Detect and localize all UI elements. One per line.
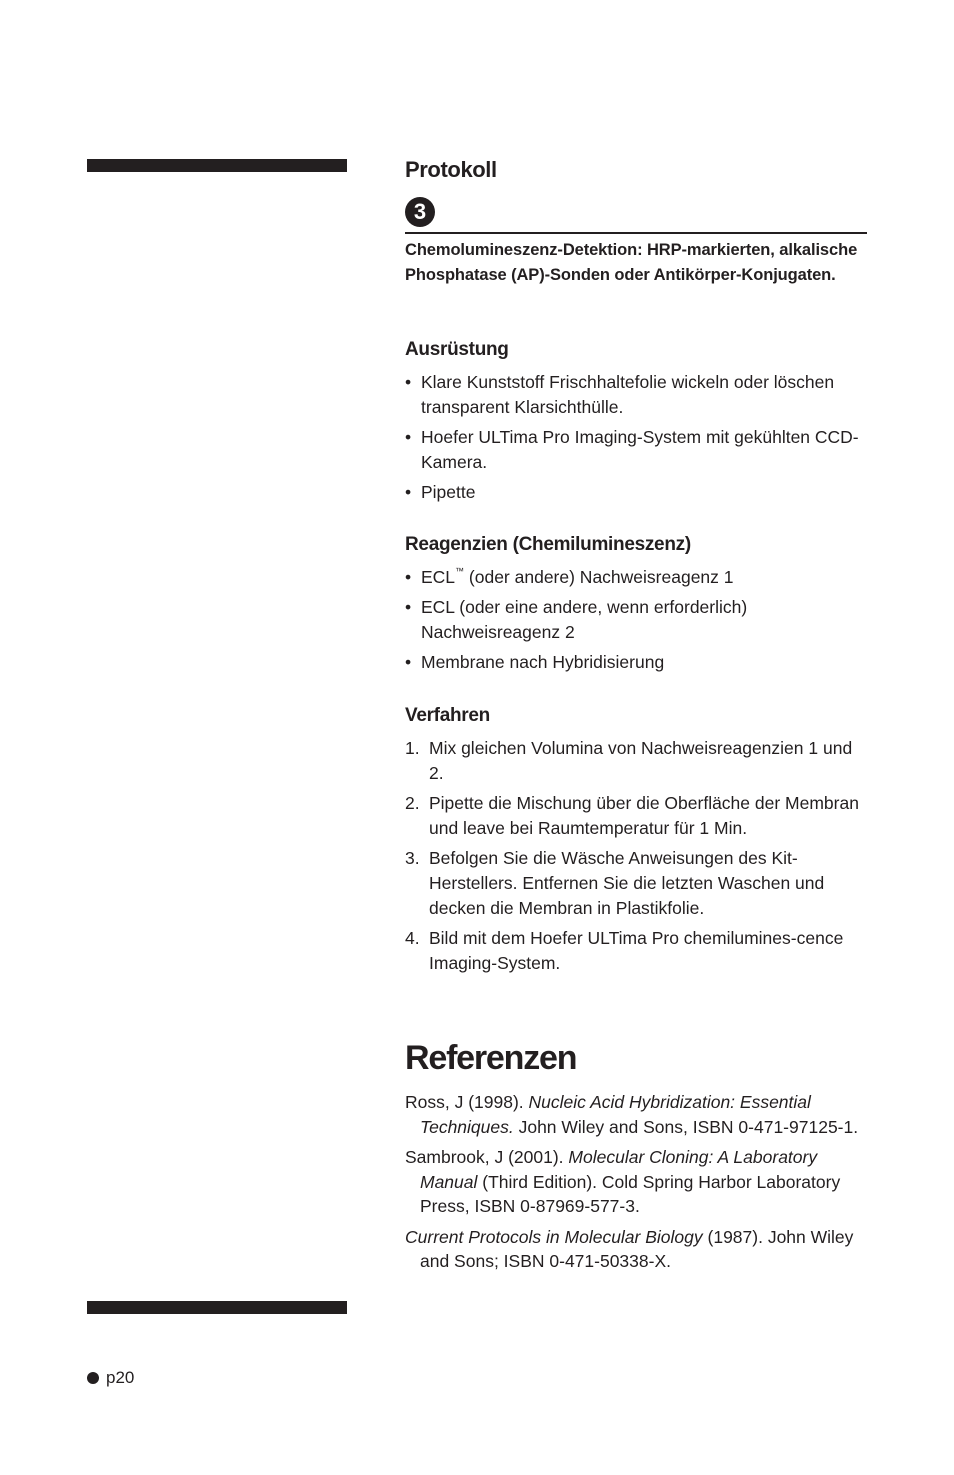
- bullet-icon: •: [405, 427, 412, 447]
- list-item: [405, 425, 867, 475]
- page-number: p20: [106, 1368, 135, 1387]
- step-number: 1.: [405, 738, 420, 758]
- reagent-item-text: Membrane nach Hybridisierung: [421, 652, 665, 672]
- list-item: [405, 370, 867, 420]
- decorative-bar-top: [87, 159, 347, 172]
- step-number: 2.: [405, 793, 420, 813]
- step-text: Mix gleichen Volumina von Nachweisreagenzien 1 und 2.: [429, 738, 853, 783]
- procedure-step: [405, 791, 867, 841]
- procedure-step: [405, 736, 867, 786]
- reference-details: (Third Edition). Cold Spring Harbor Laboratory Press, ISBN 0-87969-577-3.: [420, 1171, 841, 1216]
- reference-author: Ross, J (1998).: [405, 1092, 529, 1112]
- references-list: [405, 1090, 867, 1280]
- protocol-number-badge: 3: [405, 197, 435, 227]
- equipment-item-text: Klare Kunststoff Frischhaltefolie wickeln oder löschen transparent Klarsichthülle.: [421, 372, 835, 417]
- procedure-steps: [405, 736, 867, 981]
- trademark-mark: ™: [455, 566, 465, 576]
- bullet-icon: •: [405, 652, 412, 672]
- protocol-subtitle: Chemolumineszenz-Detektion: HRP-markierten, alkalische Phosphatase (AP)-Sonden oder Antikörper-Konjugaten.: [405, 241, 858, 284]
- decorative-bar-bottom: [87, 1301, 347, 1314]
- protocol-rule: [405, 232, 867, 234]
- reagent-brand: ECL: [421, 567, 456, 587]
- list-item: [405, 565, 867, 590]
- step-text: Pipette die Mischung über die Oberfläche der Membran und leave bei Raumtemperatur für 1 Min.: [429, 793, 859, 838]
- equipment-item-text: Hoefer ULTima Pro Imaging-System mit gekühlten CCD-Kamera.: [421, 427, 859, 472]
- procedure-heading: Verfahren: [405, 705, 490, 726]
- step-number: 3.: [405, 848, 420, 868]
- reagent-item-text: (oder andere) Nachweisreagenz 1: [464, 567, 734, 587]
- reference-details: (1987). John Wiley and Sons; ISBN 0-471-50338-X.: [420, 1226, 854, 1271]
- list-item: [405, 595, 867, 645]
- bullet-icon: •: [405, 482, 412, 502]
- reference-item: [405, 1145, 867, 1219]
- reference-item: [405, 1090, 867, 1139]
- procedure-step: [405, 846, 867, 921]
- step-text: Befolgen Sie die Wäsche Anweisungen des Kit-Herstellers. Entfernen Sie die letzten Waschen und decken die Membran in Plastikfolie.: [429, 848, 825, 918]
- equipment-heading: Ausrüstung: [405, 339, 509, 360]
- protocol-title: Protokoll: [405, 157, 497, 182]
- equipment-list: [405, 370, 867, 510]
- reference-item: [405, 1225, 867, 1274]
- reagents-list: [405, 565, 867, 680]
- equipment-item-text: Pipette: [421, 482, 476, 502]
- step-text: Bild mit dem Hoefer ULTima Pro chemilumines-cence Imaging-System.: [429, 928, 844, 973]
- page-footer: [87, 1367, 134, 1389]
- reference-title: Molecular Cloning: A Laboratory Manual: [420, 1147, 818, 1192]
- list-item: [405, 480, 867, 505]
- list-item: [405, 650, 867, 675]
- procedure-step: [405, 926, 867, 976]
- reagents-heading: Reagenzien (Chemilumineszenz): [405, 534, 691, 555]
- reagent-item-text: ECL (oder eine andere, wenn erforderlich) Nachweisreagenz 2: [421, 597, 748, 642]
- reference-author: Sambrook, J (2001).: [405, 1147, 569, 1167]
- bullet-icon: •: [405, 597, 412, 617]
- reference-details: John Wiley and Sons, ISBN 0-471-97125-1.: [513, 1116, 859, 1137]
- bullet-icon: •: [405, 372, 412, 392]
- bullet-dot-icon: [87, 1372, 99, 1384]
- reference-title: Current Protocols in Molecular Biology: [405, 1226, 703, 1247]
- references-heading: Referenzen: [405, 1039, 577, 1077]
- bullet-icon: •: [405, 567, 412, 587]
- step-number: 4.: [405, 928, 420, 948]
- reference-title: Nucleic Acid Hybridization: Essential Techniques.: [420, 1092, 811, 1137]
